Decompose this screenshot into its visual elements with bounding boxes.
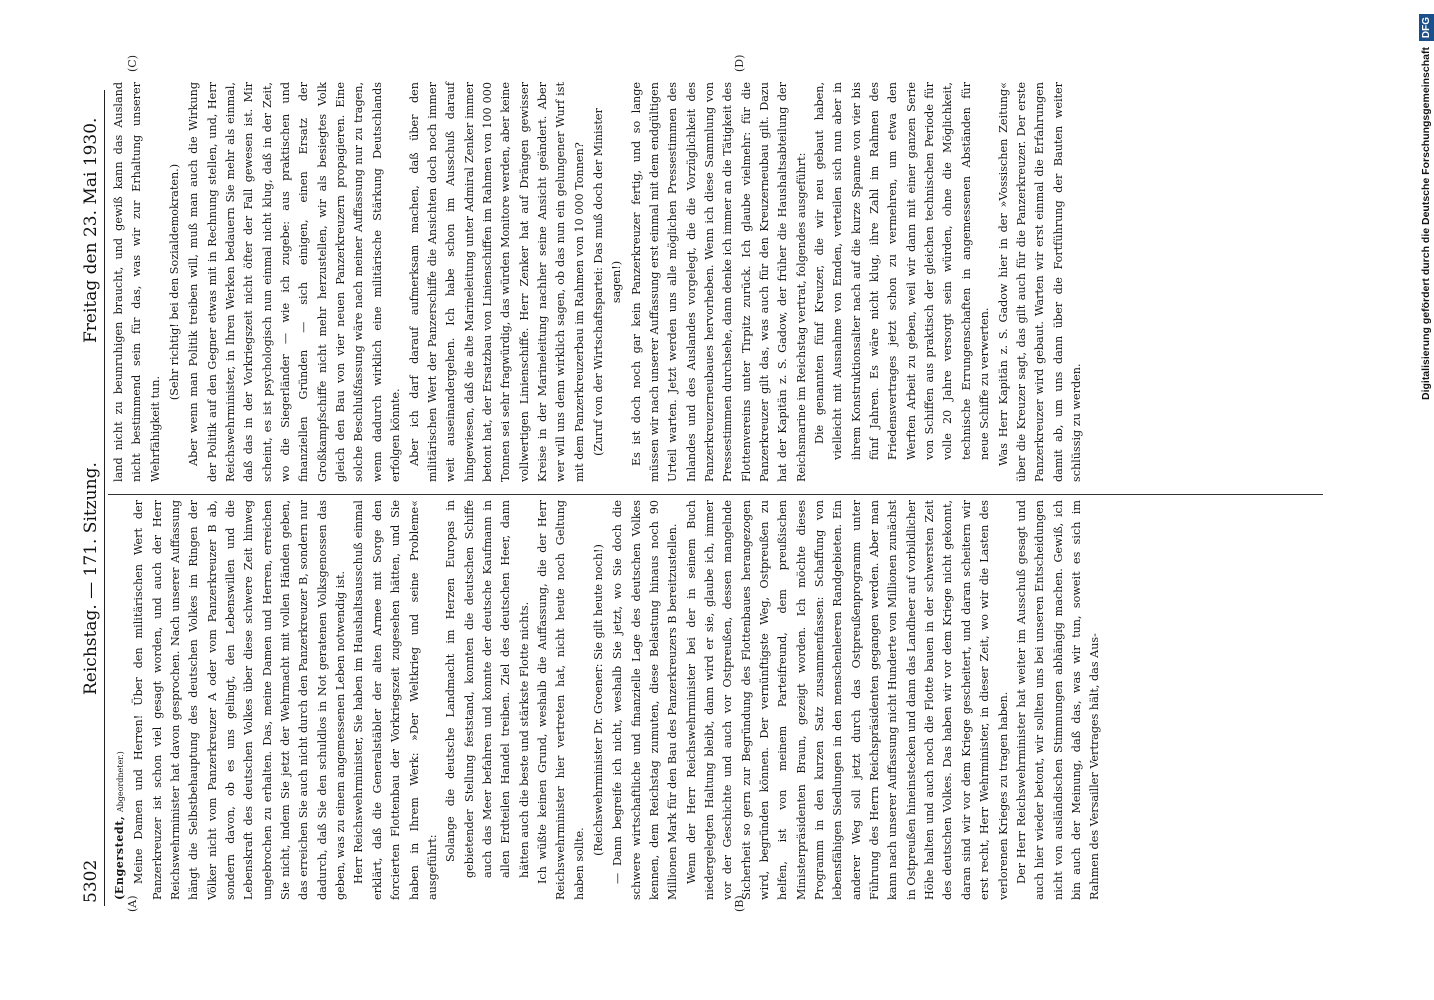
speaker-name: (Engerstedt,: [112, 815, 126, 900]
right-column: [110, 82, 1086, 482]
left-column: [110, 500, 1105, 900]
dfg-watermark: [1418, 14, 1434, 986]
paragraph: Aber wenn man Politik treiben will, muß man auch die Wirkung der Politik auf den Gegner etwas mit in Rechnung stellen, und, Herr Reichswehrminister, in Ihren Werken bedauern Sie mehr als einmal, daß das in der Vorkriegszeit nicht öfter der Fall gewesen ist. Mir scheint, es ist psychologisch nun einmal nicht klug, daß in der Zeit, wo die Siegerländer — wie ich zugebe: aus praktischen und finanziellen Gründen — sich einigen, einen Ersatz der Großkampfschiffe nicht mehr herzustellen, wir als besiegtes Volk gleich den Bau von vier neuen Panzerkreuzern propagieren. Eine solche Beschlußfassung wäre nach meiner Auffassung nur zu tragen, wenn dadurch wirklich eine militärische Stärkung Deutschlands erfolgen könnte.: [187, 82, 403, 482]
session-date: Freitag den 23. Mai 1930.: [81, 117, 101, 343]
header-rule: [104, 90, 105, 906]
paragraph: Wenn der Herr Reichswehrminister bei der in seinem Buch niedergelegten Haltung bleibt, dann wird er sie, glaube ich, immer vor der Geschichte und auch vor Ostpreußen, dessen mangelnde Sicherheit so gern zur Begründung des Flottenbaues herangezogen wird, begründen können. Der vernünftigste Weg, Ostpreußen zu helfen, ist von meinem Parteifreund, dem preußischen Ministerpräsidenten Braun, gezeigt worden. Ich möchte dieses Programm in den kurzen Satz zusammenfassen: Schaffung von lebensfähigen Siedlungen in den menschenleeren Randgebieten. Ein anderer Weg soll jetzt durch das Ostpreußenprogramm unter Führung des Herrn Reichspräsidenten gegangen werden. Aber man kann nach unserer Auffassung nicht Hunderte von Millionen zunächst in Ostpreußen hineinstecken und dann das Landheer auf vorbildlicher Höhe halten und auch noch die Flotte bauen in der schwersten Zeit des deutschen Volkes. Das haben wir vor dem Kriege nicht gekonnt, daran sind wir vor dem Kriege gescheitert, und daran scheitern wir erst recht, Herr Wehrminister, in dieser Zeit, wo wir die Lasten des verlorenen Krieges zu tragen haben.: [684, 500, 1010, 900]
speaker-role: Abgeordneter.): [116, 751, 125, 813]
paragraph: Meine Damen und Herren! Über den militärischen Wert der Panzerkreuzer ist schon viel gesagt worden, und auch der Herr Reichswehrminister hat davon gesprochen. Nach unserer Auffassung hängt die Selbstbehauptung des deutschen Volkes im Ringen der Völker nicht vom Panzerkreuzer A oder vom Panzerkreuzer B ab, sondern davon, ob es uns gelingt, den Lebenswillen und die Lebenskraft des deutschen Volkes über diese schwere Zeit hinweg ungebrochen zu erhalten. Das, meine Damen und Herren, erreichen Sie nicht, indem Sie jetzt der Wehrmacht mit vollen Händen geben, das erreichen Sie auch nicht durch den Panzerkreuzer B, sondern nur dadurch, daß Sie den schuldlos in Not geratenen Volksgenossen das geben, was zu einem angemessenen Leben notwendig ist.: [132, 500, 348, 900]
paragraph: — Dann begreife ich nicht, weshalb Sie jetzt, wo Sie doch die schwere wirtschaftliche und finanzielle Lage des deutschen Volkes kennen, dem Reichstag zumuten, diese Belastung hinaus noch 90 Millionen Mark für den Bau des Panzerkreuzers B bereitzustellen.: [611, 500, 680, 900]
margin-marker-c: (C): [126, 55, 139, 72]
dfg-watermark-text: Digitalisierung gefördert durch die Deutsche Forschungsgemeinschaft: [1420, 47, 1432, 401]
margin-marker-a: (A): [126, 895, 139, 912]
margin-marker-b: (B): [733, 895, 746, 912]
session-title: Reichstag. — 171. Sitzung.: [81, 462, 101, 695]
interjection: (Reichswehrminister Dr. Groener: Sie gilt heute noch!): [591, 544, 605, 856]
block-quote: Die genannten fünf Kreuzer, die wir neu gebaut haben, vielleicht mit Ausnahme von Emden, verteilen sich nun aber in ihrem Konstruktionsalter nach auf die kurze Spanne von vier bis fünf Jahren. Es wäre nicht klug, ihre Zahl im Rahmen des Friedensvertrages jetzt schon zu vermehren, um etwa den Werften Arbeit zu geben, weil wir dann mit einer ganzen Serie von Schiffen aus praktisch der gleichen technischen Periode für volle 20 Jahre versorgt sein würden, ohne die Möglichkeit, technische Errungenschaften in angemessenen Abständen für neue Schiffe zu verwerten.: [813, 82, 992, 460]
paragraph: Es ist doch noch gar kein Panzerkreuzer fertig, und so lange müssen wir nach unserer Auffassung erst einmal mit dem endgültigen Urteil warten. Jetzt werden uns alle möglichen Pressestimmen des Inlandes und des Auslandes vorgelegt, die die Vorzüglichkeit des Panzerkreuzerneubaues hervorheben. Wenn ich diese Sammlung von Pressestimmen durchsehe, dann denke ich immer an die Tätigkeit des Flottenvereins unter Tirpitz zurück. Ich glaube vielmehr: für die Panzerkreuzer gilt das, was auch für den Kreuzerneubau gilt. Dazu hat der Kapitän z. S. Gadow, der früher die Haushaltsabteilung der Reichsmarine im Reichstag vertrat, folgendes ausgeführt:: [629, 82, 808, 482]
paragraph: Was Herr Kapitän z. S. Gadow hier in der »Vossischen Zeitung« über die Kreuzer sagt, das gilt auch für die Panzerkreuzer. Der erste Panzerkreuzer wird gebaut. Warten wir erst einmal die Erfahrungen damit ab, um uns dann über die Fortführung der Bauten weiter schlüssig zu werden.: [996, 82, 1083, 482]
running-head: [79, 93, 103, 903]
column-divider: [108, 494, 1323, 495]
margin-marker-d: (D): [733, 54, 746, 72]
block-quote: Solange die deutsche Landmacht im Herzen Europas in gebietender Stellung feststand, konnten die deutschen Schiffe auch das Meer befahren und konnte der deutsche Kaufmann in allen Erdteilen Handel treiben. Ziel des deutschen Heer, dann hätten auch die beste und stärkste Flotte nichts.: [444, 500, 531, 878]
paragraph: Herr Reichswehrminister, Sie haben im Haushaltsausschuß einmal erklärt, daß die Generalstäbler der alten Armee mit Sorge den forcierten Flottenbau der Vorkriegszeit zugesehen hätten, und Sie haben in Ihrem Werk: »Der Weltkrieg und seine Probleme« ausgeführt:: [352, 500, 439, 900]
interjection: (Sehr richtig! bei den Sozialdemokraten.): [168, 163, 182, 401]
page-number: 5302: [81, 859, 101, 903]
interjection: (Zuruf von der Wirtschaftspartei: Das muß doch der Minister sagen!): [591, 108, 624, 456]
dfg-logo-icon: DFG: [1419, 14, 1434, 41]
paragraph: Der Herr Reichswehrminister hat weiter im Ausschuß gesagt und auch hier wieder betont, wir sollten uns bei unseren Entscheidungen nicht von ausländischen Stimmungen abhängig machen. Gewiß, ich bin auch der Meinung, daß das, was wir tun, soweit es sich im Rahmen des Versailler Vertrages hält, das Aus-: [1014, 500, 1102, 900]
paragraph: land nicht zu beunruhigen braucht, und gewiß kann das Ausland nicht bestimmend sein für das, was wir zur Erhaltung unserer Wehrfähigkeit tun.: [112, 82, 162, 482]
paragraph: Ich wüßte keinen Grund, weshalb die Auffassung, die der Herr Reichswehrminister hier vertreten hat, nicht heute noch Geltung haben sollte.: [535, 500, 586, 900]
paragraph: Aber ich darf darauf aufmerksam machen, daß über den militärischen Wert der Panzerschiffe die Ansichten doch noch immer weit auseinandergehen. Ich habe schon im Ausschuß darauf hingewiesen, daß die alte Marineleitung unter Admiral Zenker immer betont hat, der Ersatzbau von Linienschiffen im Rahmen von 100 000 Tonnen sei sehr fragwürdig, das würden Monitore werden, aber keine vollwertigen Linienschiffe. Herr Zenker hat auf Drängen gewisser Kreise in der Marineleitung nachher seine Ansicht geändert. Aber wer will uns denn wirklich sagen, ob das nun ein gelungener Wurf ist mit dem Panzerkreuzerbau im Rahmen von 10 000 Tonnen?: [407, 82, 586, 482]
speaker-line: [110, 500, 130, 900]
